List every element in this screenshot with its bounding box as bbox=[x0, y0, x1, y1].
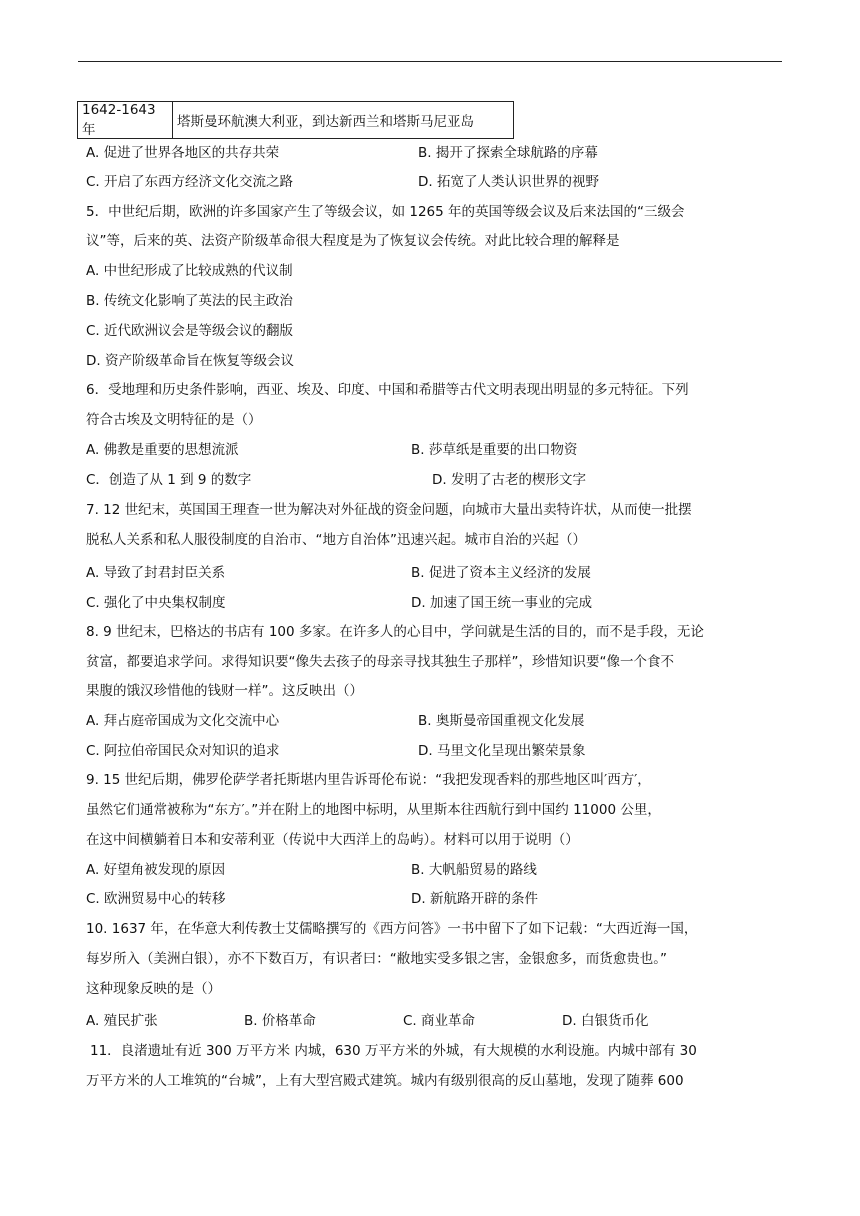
q9-option-c: C. 欧洲贸易中心的转移 bbox=[86, 891, 226, 907]
q9-option-d: D. 新航路开辟的条件 bbox=[411, 891, 538, 907]
q7-stem-line-2: 脱私人关系和私人服役制度的自治市、“地方自治体”迅速兴起。城市自治的兴起（） bbox=[86, 532, 586, 548]
q8-stem-line-3: 果腹的饿汉珍惜他的钱财一样”。这反映出（） bbox=[86, 683, 363, 699]
q6-option-a: A. 佛教是重要的思想流派 bbox=[86, 442, 239, 458]
q5-option-d: D. 资产阶级革命旨在恢复等级会议 bbox=[86, 353, 294, 369]
q5-option-c: C. 近代欧洲议会是等级会议的翻版 bbox=[86, 323, 294, 339]
q6-option-c: C．创造了从 1 到 9 的数字 bbox=[86, 472, 252, 488]
q7-option-a: A. 导致了封君封臣关系 bbox=[86, 565, 226, 581]
q6-stem-line-1: 6．受地理和历史条件影响，西亚、埃及、印度、中国和希腊等古代文明表现出明显的多元特征。下列 bbox=[86, 382, 689, 398]
table-row bbox=[78, 102, 514, 139]
q10-option-d: D. 白银货币化 bbox=[562, 1013, 649, 1029]
q11-stem-line-2: 万平方米的人工堆筑的“台城”，上有大型宫殿式建筑。城内有级别很高的反山墓地，发现了随葬 600 bbox=[86, 1073, 684, 1089]
q10-option-c: C. 商业革命 bbox=[403, 1013, 476, 1029]
q5-stem-line-1: 5．中世纪后期，欧洲的许多国家产生了等级会议，如 1265 年的英国等级会议及后来法国的“三级会 bbox=[86, 204, 685, 220]
q10-stem-line-3: 这种现象反映的是（） bbox=[86, 981, 221, 997]
q4-option-c: C. 开启了东西方经济文化交流之路 bbox=[86, 174, 294, 190]
q10-stem-line-1: 10. 1637 年，在华意大利传教士艾儒略撰写的《西方问答》一书中留下了如下记载：“大西近海一国， bbox=[86, 921, 698, 937]
q11-stem-line-1: 11．良渚遗址有近 300 万平方米 内城，630 万平方米的外城，有大规模的水利设施。内城中部有 30 bbox=[90, 1043, 697, 1059]
q7-option-d: D. 加速了国王统一事业的完成 bbox=[411, 595, 592, 611]
q10-option-b: B. 价格革命 bbox=[244, 1013, 316, 1029]
q5-option-b: B. 传统文化影响了英法的民主政治 bbox=[86, 293, 293, 309]
q8-stem-line-2: 贫富，都要追求学问。求得知识要“像失去孩子的母亲寻找其独生子那样”，珍惜知识要“像一个食不 bbox=[86, 654, 674, 670]
q7-stem-line-1: 7. 12 世纪末，英国国王理查一世为解决对外征战的资金问题，向城市大量出卖特许状，从而使一批摆 bbox=[86, 502, 692, 518]
chronology-table bbox=[77, 101, 514, 139]
table-cell-event: 塔斯曼环航澳大利亚，到达新西兰和塔斯马尼亚岛 bbox=[173, 102, 514, 139]
q8-option-d: D. 马里文化呈现出繁荣景象 bbox=[418, 743, 586, 759]
q8-stem-line-1: 8. 9 世纪末，巴格达的书店有 100 多家。在许多人的心目中，学问就是生活的目的，而不是手段，无论 bbox=[86, 624, 704, 640]
q4-option-b: B. 揭开了探索全球航路的序幕 bbox=[418, 145, 598, 161]
q8-option-b: B. 奥斯曼帝国重视文化发展 bbox=[418, 713, 585, 729]
q6-option-d: D. 发明了古老的楔形文字 bbox=[432, 472, 586, 488]
q10-option-a: A. 殖民扩张 bbox=[86, 1013, 158, 1029]
q7-option-c: C. 强化了中央集权制度 bbox=[86, 595, 226, 611]
q4-option-a: A. 促进了世界各地区的共存共荣 bbox=[86, 145, 280, 161]
q9-option-b: B. 大帆船贸易的路线 bbox=[411, 862, 537, 878]
q8-option-c: C. 阿拉伯帝国民众对知识的追求 bbox=[86, 743, 280, 759]
q9-stem-line-3: 在这中间横躺着日本和安蒂利亚（传说中大西洋上的岛屿）。材料可以用于说明（） bbox=[86, 832, 579, 848]
q8-option-a: A. 拜占庭帝国成为文化交流中心 bbox=[86, 713, 280, 729]
header-rule bbox=[78, 61, 782, 62]
q4-option-d: D. 拓宽了人类认识世界的视野 bbox=[418, 174, 599, 190]
q9-stem-line-1: 9. 15 世纪后期，佛罗伦萨学者托斯堪内里告诉哥伦布说：“我把发现香料的那些地区叫′西方′， bbox=[86, 772, 651, 788]
q9-option-a: A. 好望角被发现的原因 bbox=[86, 862, 226, 878]
q9-stem-line-2: 虽然它们通常被称为“东方′。”并在附上的地图中标明，从里斯本往西航行到中国约 11000 公里， bbox=[86, 802, 661, 818]
q5-stem-line-2: 议”等，后来的英、法资产阶级革命很大程度是为了恢复议会传统。对此比较合理的解释是 bbox=[86, 233, 620, 249]
q10-stem-line-2: 每岁所入（美洲白银），亦不下数百万，有识者曰：“敝地实受多银之害，金银愈多，而货愈贵也。” bbox=[86, 951, 667, 967]
table-cell-year: 1642-1643 年 bbox=[78, 102, 173, 139]
q6-stem-line-2: 符合古埃及文明特征的是（） bbox=[86, 412, 262, 428]
q7-option-b: B. 促进了资本主义经济的发展 bbox=[411, 565, 591, 581]
q6-option-b: B. 莎草纸是重要的出口物资 bbox=[411, 442, 578, 458]
q5-option-a: A. 中世纪形成了比较成熟的代议制 bbox=[86, 263, 293, 279]
